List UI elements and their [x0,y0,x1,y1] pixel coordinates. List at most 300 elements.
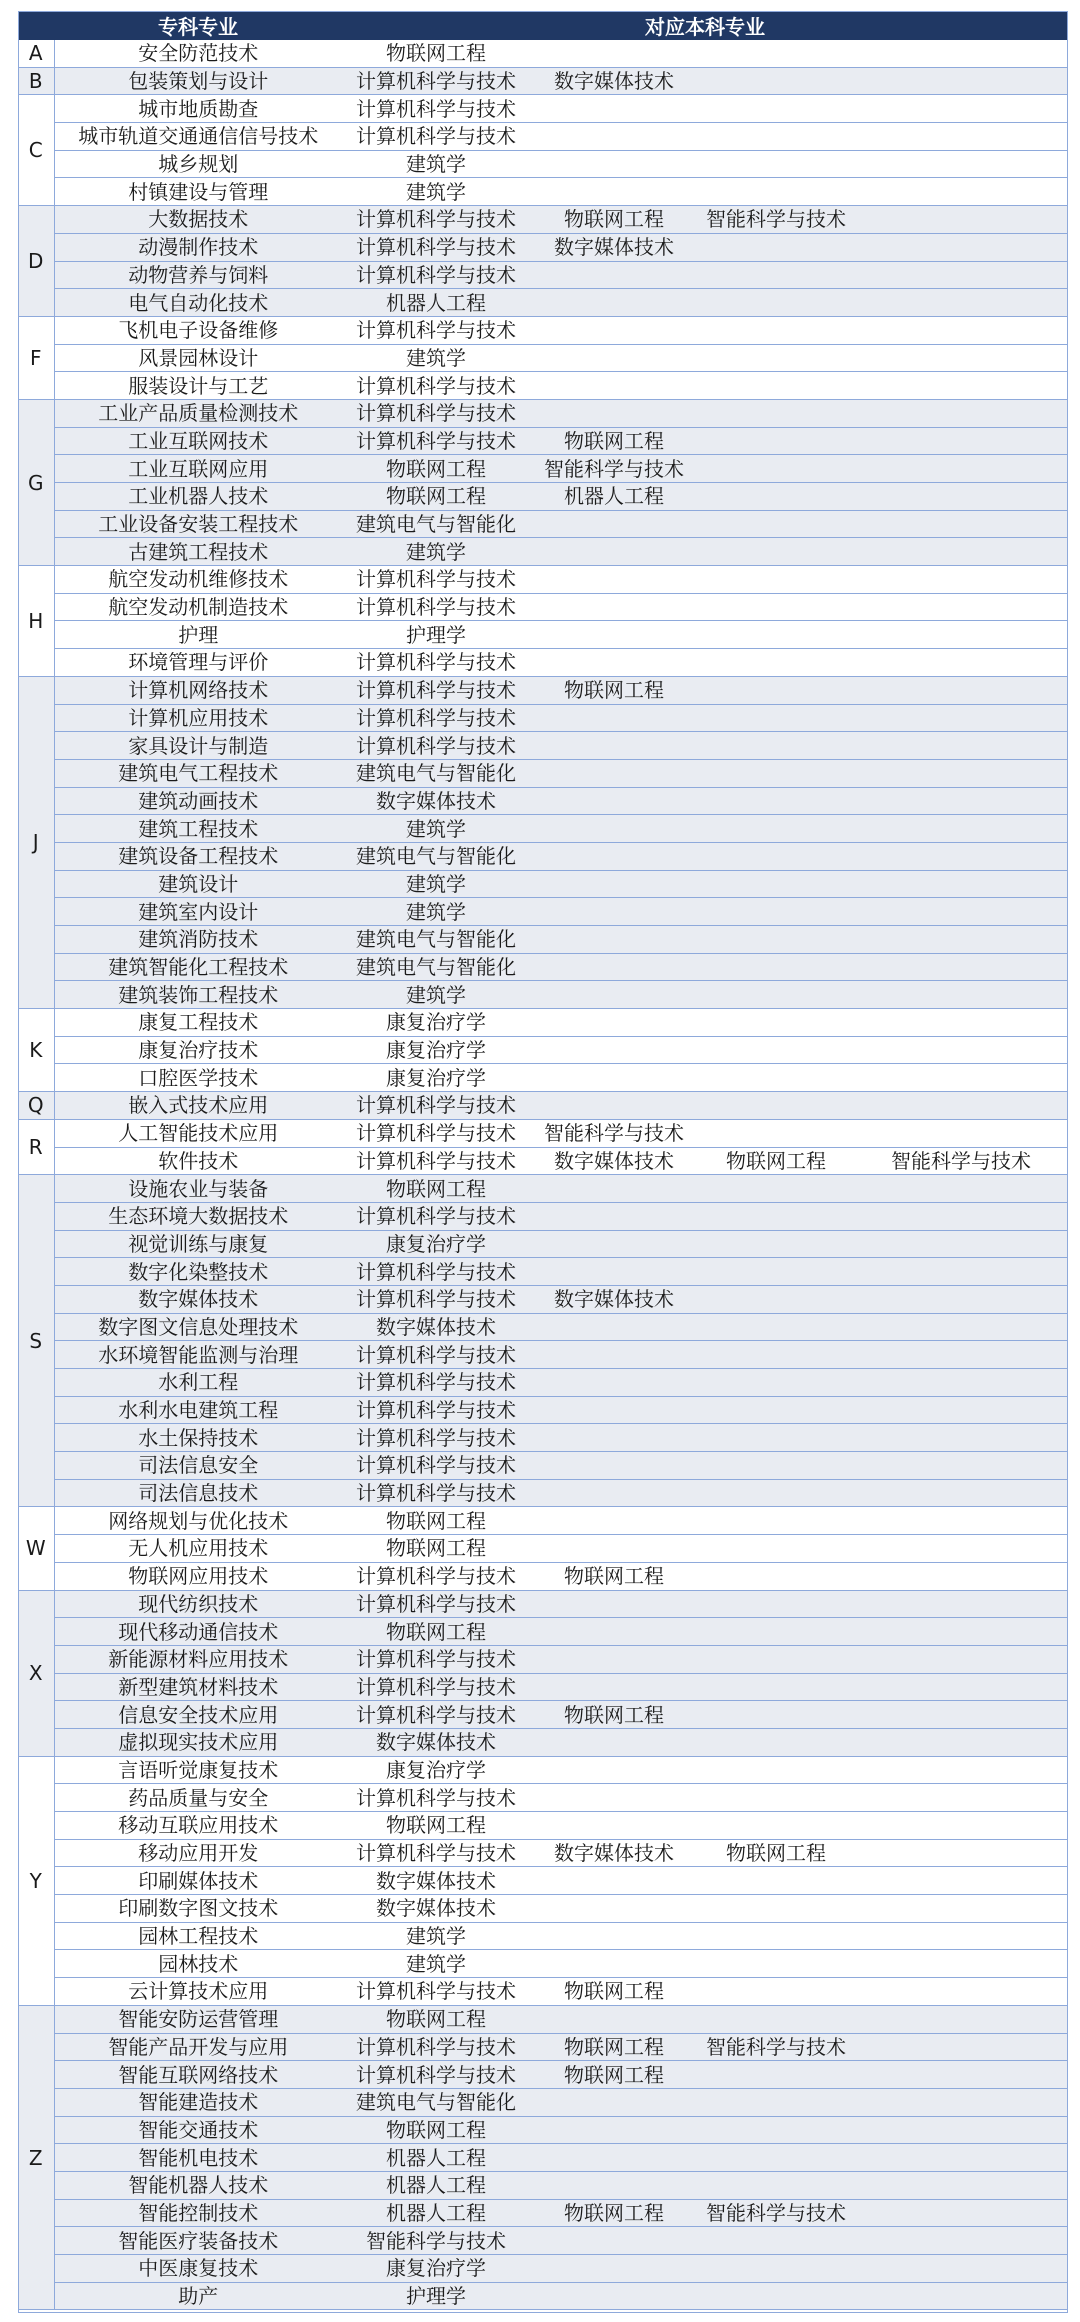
bachelor-major-cell [530,2255,698,2283]
bachelor-major-cell: 计算机科学与技术 [342,399,530,427]
bachelor-major-cell: 智能科学与技术 [342,2227,530,2255]
vocational-major-cell: 司法信息技术 [54,1479,342,1507]
bachelor-major-cell [530,1590,698,1618]
bachelor-major-cell: 计算机科学与技术 [342,1479,530,1507]
bachelor-major-cell [530,1728,698,1756]
bachelor-major-cell: 计算机科学与技术 [342,1978,530,2006]
bachelor-major-cell [698,1036,854,1064]
table-row [18,1673,1068,1701]
bachelor-major-cell: 建筑学 [342,898,530,926]
bachelor-major-cell [854,123,1068,151]
bachelor-major-cell: 物联网工程 [342,455,530,483]
bachelor-major-cell [530,1064,698,1092]
bachelor-major-cell: 计算机科学与技术 [342,2033,530,2061]
vocational-major-cell: 工业互联网技术 [54,427,342,455]
table-row [18,676,1068,704]
bachelor-major-cell [698,123,854,151]
bachelor-major-cell [530,1922,698,1950]
bachelor-major-cell [698,1812,854,1840]
bachelor-major-cell [698,1867,854,1895]
table-row [18,261,1068,289]
table-row [18,206,1068,234]
bachelor-major-cell [854,455,1068,483]
vocational-major-cell: 航空发动机维修技术 [54,566,342,594]
bachelor-major-cell: 物联网工程 [698,1839,854,1867]
bachelor-major-cell [698,566,854,594]
vocational-major-cell: 建筑电气工程技术 [54,759,342,787]
bachelor-major-cell: 智能科学与技术 [530,455,698,483]
bachelor-major-cell: 建筑学 [342,815,530,843]
vocational-major-cell: 康复治疗技术 [54,1036,342,1064]
vocational-major-cell: 飞机电子设备维修 [54,316,342,344]
vocational-major-cell: 建筑设备工程技术 [54,842,342,870]
table-row [18,150,1068,178]
group-letter: J [18,676,54,1008]
bachelor-major-cell [530,732,698,760]
bachelor-major-cell: 康复治疗学 [342,1036,530,1064]
vocational-major-cell: 数字化染整技术 [54,1258,342,1286]
bachelor-major-cell [698,815,854,843]
bachelor-major-cell [698,1230,854,1258]
bachelor-major-cell [530,1230,698,1258]
bachelor-major-cell [698,1258,854,1286]
table-row [18,1036,1068,1064]
bachelor-major-cell [854,1285,1068,1313]
bachelor-major-cell [530,953,698,981]
vocational-major-cell: 建筑动画技术 [54,787,342,815]
vocational-major-cell: 中医康复技术 [54,2255,342,2283]
bachelor-major-cell [854,1313,1068,1341]
bachelor-major-cell: 计算机科学与技术 [342,427,530,455]
bachelor-major-cell [530,1396,698,1424]
table-row [18,233,1068,261]
bachelor-major-cell [854,1922,1068,1950]
bachelor-major-cell: 机器人工程 [342,2144,530,2172]
bachelor-major-cell: 计算机科学与技术 [342,1701,530,1729]
bachelor-major-cell: 物联网工程 [530,1562,698,1590]
bachelor-major-cell [530,1645,698,1673]
bachelor-major-cell [698,150,854,178]
bachelor-major-cell: 计算机科学与技术 [342,566,530,594]
major-mapping-table-container [18,11,1068,2310]
vocational-major-cell: 设施农业与装备 [54,1175,342,1203]
table-row [18,1922,1068,1950]
group-letter: Z [18,2005,54,2310]
table-row [18,1562,1068,1590]
bachelor-major-cell: 计算机科学与技术 [342,1452,530,1480]
bachelor-major-cell [698,759,854,787]
group-letter: R [18,1119,54,1174]
table-row [18,289,1068,317]
bachelor-major-cell [854,1756,1068,1784]
bachelor-major-cell: 计算机科学与技术 [342,233,530,261]
bachelor-major-cell [854,732,1068,760]
bachelor-major-cell: 计算机科学与技术 [342,95,530,123]
bachelor-major-cell [530,1618,698,1646]
bachelor-major-cell [698,95,854,123]
bachelor-major-cell [698,1784,854,1812]
bachelor-major-cell: 物联网工程 [530,676,698,704]
vocational-major-cell: 司法信息安全 [54,1452,342,1480]
bachelor-major-cell: 康复治疗学 [342,1756,530,1784]
table-row [18,1978,1068,2006]
bachelor-major-cell: 护理学 [342,621,530,649]
table-row [18,1839,1068,1867]
table-row [18,344,1068,372]
table-row [18,842,1068,870]
bachelor-major-cell: 物联网工程 [698,1147,854,1175]
bachelor-major-cell [530,1673,698,1701]
bachelor-major-cell [854,1535,1068,1563]
bachelor-major-cell: 计算机科学与技术 [342,67,530,95]
table-row [18,1396,1068,1424]
table-row [18,953,1068,981]
bachelor-major-cell: 数字媒体技术 [530,1147,698,1175]
bachelor-major-cell [530,1313,698,1341]
table-row [18,815,1068,843]
bachelor-major-cell [530,815,698,843]
bachelor-major-cell [530,621,698,649]
vocational-major-cell: 动漫制作技术 [54,233,342,261]
bachelor-major-cell [854,1396,1068,1424]
table-header-row [18,11,1068,40]
bachelor-major-cell [530,2227,698,2255]
bachelor-major-cell [698,538,854,566]
bachelor-major-cell [530,150,698,178]
bachelor-major-cell [854,1175,1068,1203]
bachelor-major-cell: 计算机科学与技术 [342,649,530,677]
bachelor-major-cell [698,261,854,289]
vocational-major-cell: 建筑智能化工程技术 [54,953,342,981]
table-row [18,1618,1068,1646]
table-row [18,649,1068,677]
bachelor-major-cell [854,40,1068,67]
group-letter: W [18,1507,54,1590]
bachelor-major-cell [530,1424,698,1452]
bachelor-major-cell [530,95,698,123]
bachelor-major-cell [854,1645,1068,1673]
bachelor-major-cell [698,427,854,455]
bachelor-major-cell [530,40,698,67]
bachelor-major-cell [530,1867,698,1895]
bachelor-major-cell [854,2061,1068,2089]
bachelor-major-cell: 数字媒体技术 [530,1285,698,1313]
bachelor-major-cell [530,1009,698,1037]
bachelor-major-cell: 建筑学 [342,1922,530,1950]
bachelor-major-cell: 智能科学与技术 [854,1147,1068,1175]
vocational-major-cell: 环境管理与评价 [54,649,342,677]
bachelor-major-cell [530,2005,698,2033]
group-letter: A [18,40,54,67]
table-row [18,898,1068,926]
bachelor-major-cell: 护理学 [342,2282,530,2310]
bachelor-major-cell [698,1092,854,1120]
bachelor-major-cell: 数字媒体技术 [342,1313,530,1341]
bachelor-major-cell [530,566,698,594]
bachelor-major-cell [698,1756,854,1784]
vocational-major-cell: 智能产品开发与应用 [54,2033,342,2061]
table-row [18,178,1068,206]
bachelor-major-cell [854,2005,1068,2033]
bachelor-major-cell [698,842,854,870]
table-row [18,483,1068,511]
table-row [18,455,1068,483]
bachelor-major-cell [698,1950,854,1978]
table-row [18,1424,1068,1452]
table-row [18,2227,1068,2255]
vocational-major-cell: 虚拟现实技术应用 [54,1728,342,1756]
table-row [18,1895,1068,1923]
bachelor-major-cell [530,926,698,954]
bachelor-major-cell [530,1784,698,1812]
table-row [18,316,1068,344]
vocational-major-cell: 安全防范技术 [54,40,342,67]
bachelor-major-cell: 建筑电气与智能化 [342,759,530,787]
bachelor-major-cell: 数字媒体技术 [342,1895,530,1923]
table-row [18,1645,1068,1673]
table-row [18,2255,1068,2283]
table-row [18,1092,1068,1120]
bachelor-major-cell [698,704,854,732]
bachelor-major-cell [698,1064,854,1092]
bachelor-major-cell [854,759,1068,787]
bachelor-major-cell [854,2088,1068,2116]
bachelor-major-cell [530,399,698,427]
table-row [18,2088,1068,2116]
vocational-major-cell: 建筑工程技术 [54,815,342,843]
header-vocational-major: 专科专业 [54,11,342,40]
bachelor-major-cell [530,123,698,151]
bachelor-major-cell [854,704,1068,732]
bachelor-major-cell [530,1507,698,1535]
bachelor-major-cell: 计算机科学与技术 [342,1092,530,1120]
table-row [18,1230,1068,1258]
bachelor-major-cell: 机器人工程 [530,483,698,511]
bachelor-major-cell [698,649,854,677]
table-row [18,759,1068,787]
bachelor-major-cell: 物联网工程 [342,1535,530,1563]
vocational-major-cell: 计算机应用技术 [54,704,342,732]
bachelor-major-cell [854,1119,1068,1147]
vocational-major-cell: 智能机电技术 [54,2144,342,2172]
bachelor-major-cell [530,372,698,400]
vocational-major-cell: 城乡规划 [54,150,342,178]
bachelor-major-cell [530,593,698,621]
bachelor-major-cell [698,926,854,954]
bachelor-major-cell: 建筑电气与智能化 [342,842,530,870]
vocational-major-cell: 服装设计与工艺 [54,372,342,400]
bachelor-major-cell [854,870,1068,898]
bachelor-major-cell: 物联网工程 [342,2005,530,2033]
bachelor-major-cell: 智能科学与技术 [698,206,854,234]
vocational-major-cell: 计算机网络技术 [54,676,342,704]
bachelor-major-cell [530,1369,698,1397]
bachelor-major-cell [854,1064,1068,1092]
bachelor-major-cell [530,1175,698,1203]
bachelor-major-cell [530,1452,698,1480]
bachelor-major-cell [530,510,698,538]
table-row [18,1009,1068,1037]
vocational-major-cell: 网络规划与优化技术 [54,1507,342,1535]
bachelor-major-cell [698,233,854,261]
bachelor-major-cell [698,344,854,372]
bachelor-major-cell: 计算机科学与技术 [342,372,530,400]
bachelor-major-cell: 物联网工程 [530,1978,698,2006]
bachelor-major-cell: 物联网工程 [530,2061,698,2089]
vocational-major-cell: 康复工程技术 [54,1009,342,1037]
bachelor-major-cell [854,1784,1068,1812]
bachelor-major-cell: 机器人工程 [342,289,530,317]
vocational-major-cell: 助产 [54,2282,342,2310]
bachelor-major-cell: 物联网工程 [342,1812,530,1840]
bachelor-major-cell: 建筑电气与智能化 [342,2088,530,2116]
bachelor-major-cell [698,1922,854,1950]
table-row [18,870,1068,898]
bachelor-major-cell: 康复治疗学 [342,2255,530,2283]
bachelor-major-cell: 物联网工程 [530,2199,698,2227]
bachelor-major-cell [698,455,854,483]
bachelor-major-cell: 智能科学与技术 [530,1119,698,1147]
bachelor-major-cell [854,1009,1068,1037]
bachelor-major-cell [698,2255,854,2283]
bachelor-major-cell: 数字媒体技术 [530,1839,698,1867]
vocational-major-cell: 园林技术 [54,1950,342,1978]
vocational-major-cell: 城市轨道交通通信信号技术 [54,123,342,151]
bachelor-major-cell: 建筑学 [342,870,530,898]
vocational-major-cell: 水环境智能监测与治理 [54,1341,342,1369]
table-row [18,1479,1068,1507]
bachelor-major-cell [854,787,1068,815]
vocational-major-cell: 建筑装饰工程技术 [54,981,342,1009]
table-row [18,1728,1068,1756]
bachelor-major-cell [854,1895,1068,1923]
table-row [18,1950,1068,1978]
vocational-major-cell: 物联网应用技术 [54,1562,342,1590]
bachelor-major-cell [854,1202,1068,1230]
vocational-major-cell: 数字图文信息处理技术 [54,1313,342,1341]
bachelor-major-cell: 计算机科学与技术 [342,1396,530,1424]
bachelor-major-cell: 建筑电气与智能化 [342,926,530,954]
bachelor-major-cell: 计算机科学与技术 [342,1424,530,1452]
bachelor-major-cell [854,316,1068,344]
vocational-major-cell: 水利水电建筑工程 [54,1396,342,1424]
bachelor-major-cell [698,732,854,760]
bachelor-major-cell: 计算机科学与技术 [342,676,530,704]
vocational-major-cell: 云计算技术应用 [54,1978,342,2006]
bachelor-major-cell [854,483,1068,511]
bachelor-major-cell [854,67,1068,95]
bachelor-major-cell: 计算机科学与技术 [342,206,530,234]
bachelor-major-cell [698,40,854,67]
bachelor-major-cell: 物联网工程 [530,1701,698,1729]
bachelor-major-cell [854,233,1068,261]
table-row [18,704,1068,732]
bachelor-major-cell [530,1535,698,1563]
bachelor-major-cell [854,1728,1068,1756]
bachelor-major-cell: 康复治疗学 [342,1230,530,1258]
table-row [18,372,1068,400]
bachelor-major-cell: 计算机科学与技术 [342,704,530,732]
bachelor-major-cell [698,1424,854,1452]
bachelor-major-cell [530,898,698,926]
bachelor-major-cell [698,372,854,400]
bachelor-major-cell [698,1507,854,1535]
table-body [18,40,1068,2310]
bachelor-major-cell [854,1479,1068,1507]
bachelor-major-cell [854,1839,1068,1867]
table-row [18,1867,1068,1895]
bachelor-major-cell [698,1369,854,1397]
vocational-major-cell: 无人机应用技术 [54,1535,342,1563]
bachelor-major-cell [854,981,1068,1009]
table-row [18,2061,1068,2089]
bachelor-major-cell [530,649,698,677]
vocational-major-cell: 工业机器人技术 [54,483,342,511]
bachelor-major-cell [698,1313,854,1341]
bachelor-major-cell: 建筑学 [342,538,530,566]
bachelor-major-cell [854,206,1068,234]
bachelor-major-cell [854,1673,1068,1701]
bachelor-major-cell [854,1341,1068,1369]
bachelor-major-cell [854,289,1068,317]
vocational-major-cell: 园林工程技术 [54,1922,342,1950]
table-row [18,1756,1068,1784]
table-row [18,2005,1068,2033]
table-row [18,40,1068,67]
table-row [18,399,1068,427]
vocational-major-cell: 药品质量与安全 [54,1784,342,1812]
bachelor-major-cell [854,510,1068,538]
table-row [18,67,1068,95]
bachelor-major-cell [698,787,854,815]
bachelor-major-cell [530,1258,698,1286]
bachelor-major-cell: 康复治疗学 [342,1009,530,1037]
table-row [18,621,1068,649]
bachelor-major-cell [698,1645,854,1673]
vocational-major-cell: 人工智能技术应用 [54,1119,342,1147]
vocational-major-cell: 建筑室内设计 [54,898,342,926]
bachelor-major-cell [698,2061,854,2089]
bachelor-major-cell: 物联网工程 [530,206,698,234]
bachelor-major-cell: 数字媒体技术 [530,67,698,95]
vocational-major-cell: 智能控制技术 [54,2199,342,2227]
bachelor-major-cell [854,1812,1068,1840]
vocational-major-cell: 动物营养与饲料 [54,261,342,289]
bachelor-major-cell [698,1562,854,1590]
table-row [18,2282,1068,2310]
bachelor-major-cell [530,842,698,870]
bachelor-major-cell [698,67,854,95]
bachelor-major-cell: 智能科学与技术 [698,2199,854,2227]
group-letter: D [18,206,54,317]
bachelor-major-cell [530,538,698,566]
vocational-major-cell: 航空发动机制造技术 [54,593,342,621]
vocational-major-cell: 水利工程 [54,1369,342,1397]
vocational-major-cell: 家具设计与制造 [54,732,342,760]
vocational-major-cell: 智能互联网络技术 [54,2061,342,2089]
vocational-major-cell: 智能医疗装备技术 [54,2227,342,2255]
bachelor-major-cell: 计算机科学与技术 [342,1202,530,1230]
bachelor-major-cell: 数字媒体技术 [342,1728,530,1756]
table-row [18,1369,1068,1397]
bachelor-major-cell [854,649,1068,677]
bachelor-major-cell [698,953,854,981]
bachelor-major-cell [698,1119,854,1147]
bachelor-major-cell: 计算机科学与技术 [342,261,530,289]
bachelor-major-cell [530,316,698,344]
vocational-major-cell: 包装策划与设计 [54,67,342,95]
vocational-major-cell: 嵌入式技术应用 [54,1092,342,1120]
